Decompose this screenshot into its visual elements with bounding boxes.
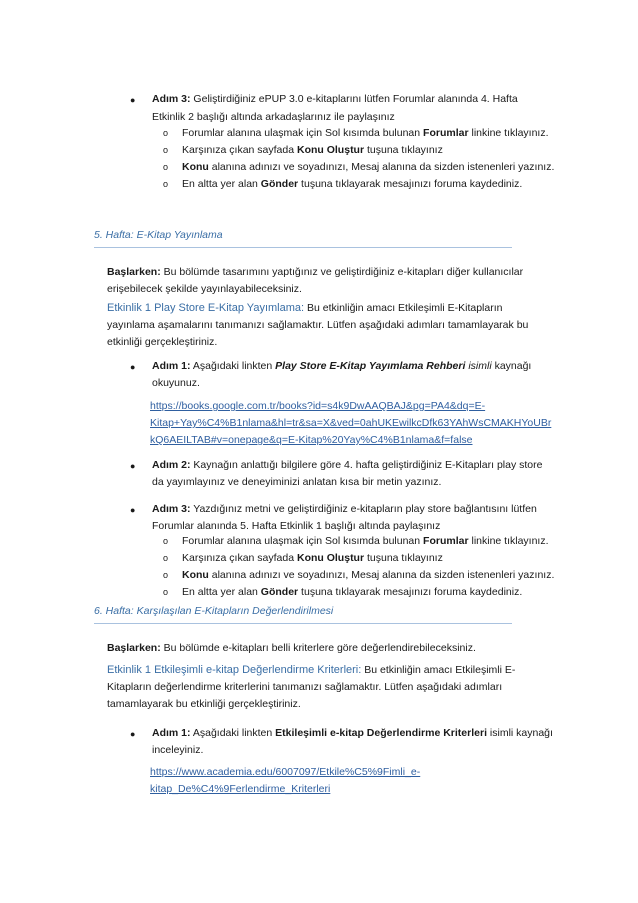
section5-intro: Başlarken: Bu bölümde tasarımını yaptığınız ve geliştirdiğiniz e-kitapları diğer kullanıcılar erişebilecek şekilde yayınlayabileceksiniz. [107,266,524,295]
s6-step1-line2: inceleyiniz. [152,744,204,756]
s5-step3-line1: Adım 3: Yazdığınız metni ve geliştirdiğiniz e-kitapların play store bağlantısını lütfen [152,503,537,515]
bullet-icon: ● [130,461,136,471]
section5-rule [94,247,512,248]
s5-sub-4: En altta yer alan Gönder tuşuna tıklayarak mesajınızı foruma kaydediniz. [182,586,523,598]
s4-step3-line2: Etkinlik 2 başlığı altında arkadaşlarınız ile paylaşınız [152,111,395,123]
bullet-icon: ● [130,95,136,105]
section5-heading: 5. Hafta: E-Kitap Yayınlama [94,229,223,241]
bullet-icon: ● [130,362,136,372]
s5-sub-1: Forumlar alanına ulaşmak için Sol kısımda bulunan Forumlar linkine tıklayınız. [182,535,549,547]
s5-sub-3: Konu alanına adınızı ve soyadınızı, Mesaj alanına da sizden istenenleri yazınız. [182,569,555,581]
s5-sub-2: Karşınıza çıkan sayfada Konu Oluştur tuşuna tıklayınız [182,552,443,564]
sub-bullet-icon: o [163,536,169,546]
s5-step3-line2: Forumlar alanında 5. Hafta Etkinlik 1 başlığı altında paylaşınız [152,520,441,532]
section6-rule [94,623,512,624]
section6-activity: Etkinlik 1 Etkileşimli e-kitap Değerlendirme Kriterleri: Bu etkinliğin amacı Etkileşimli E- Kitapların değerlendirme kriterlerini tanımanızı sağlamaktır. Lütfen aşağıdaki adımları tamamlayarak bu etkinliği gerçekleştiriniz. [107,664,516,710]
s4-sub-3: Konu alanına adınızı ve soyadınızı, Mesaj alanına da sizden istenenleri yazınız. [182,161,555,173]
activity-title: Etkinlik 1 Play Store E-Kitap Yayımlama: [107,302,305,314]
s4-sub-4: En altta yer alan Gönder tuşuna tıklayarak mesajınızı foruma kaydediniz. [182,178,523,190]
s4-sub-1: Forumlar alanına ulaşmak için Sol kısımda bulunan Forumlar linkine tıklayınız. [182,127,549,139]
s5-step1-line2: okuyunuz. [152,377,200,389]
section6-heading: 6. Hafta: Karşılaşılan E-Kitapların Değerlendirilmesi [94,605,334,617]
activity-title: Etkinlik 1 Etkileşimli e-kitap Değerlendirme Kriterleri: [107,664,362,676]
s5-step1-line1: Adım 1: Aşağıdaki linkten Play Store E-Kitap Yayımlama Rehberi isimli kaynağı [152,360,532,372]
sub-bullet-icon: o [163,587,169,597]
bullet-icon: ● [130,729,136,739]
section6-intro: Başlarken: Bu bölümde e-kitapları belli kriterlere göre değerlendirebileceksiniz. [107,642,476,654]
s5-step2-line2: da yayımlayınız ve deneyiminizi anlatan kısa bir metin yazınız. [152,476,442,488]
play-store-guide-link[interactable]: https://books.google.com.tr/books?id=s4k9DwAAQBAJ&pg=PA4&dq=E- Kitap+Yay%C4%B1nlama&hl=tr&sa=X&ved=0ahUKEwilkcDfk63YAhWsCMAKHYoUBr kQ6AEILTAB#v=onepage&q=E-Kitap%20Yay%C4%B1nlama&f=false [150,400,552,446]
bullet-icon: ● [130,505,136,515]
sub-bullet-icon: o [163,128,169,138]
sub-bullet-icon: o [163,179,169,189]
sub-bullet-icon: o [163,145,169,155]
section5-activity: Etkinlik 1 Play Store E-Kitap Yayımlama: Bu etkinliğin amacı Etkileşimli E-Kitapların yayınlama aşamalarını tanımanızı sağlamaktır. Lütfen aşağıdaki adımları tamamlayarak bu etkinliği gerçekleştiriniz. [107,302,529,348]
sub-bullet-icon: o [163,570,169,580]
sub-bullet-icon: o [163,553,169,563]
s4-step3-line1: Adım 3: Geliştirdiğiniz ePUP 3.0 e-kitaplarını lütfen Forumlar alanında 4. Hafta [152,93,518,105]
s5-step2-line1: Adım 2: Kaynağın anlattığı bilgilere göre 4. hafta geliştirdiğiniz E-Kitapları play store [152,459,543,471]
evaluation-criteria-link[interactable]: https://www.academia.edu/6007097/Etkile%C5%9Fimli_e- kitap_De%C4%9Ferlendirme_Kriterleri [150,766,421,795]
s6-step1-line1: Adım 1: Aşağıdaki linkten Etkileşimli e-kitap Değerlendirme Kriterleri isimli kaynağı [152,727,553,739]
sub-bullet-icon: o [163,162,169,172]
s4-sub-2: Karşınıza çıkan sayfada Konu Oluştur tuşuna tıklayınız [182,144,443,156]
